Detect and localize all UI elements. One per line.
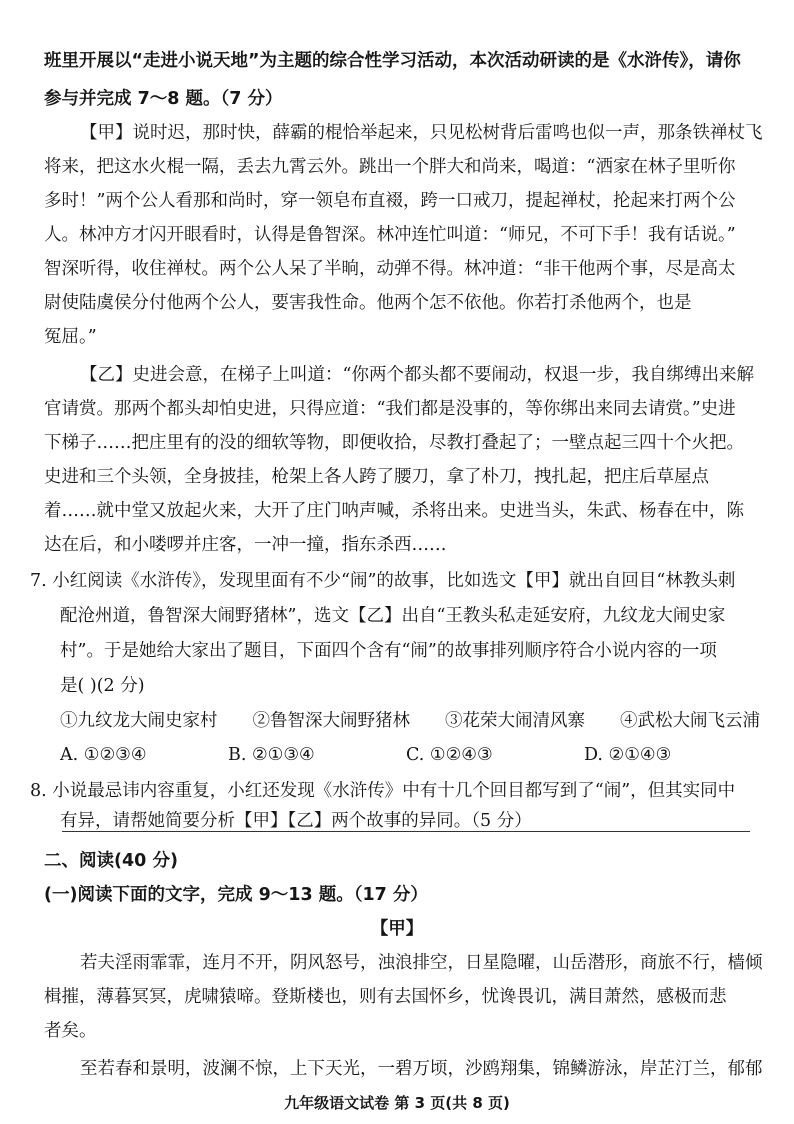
question-7-options [60, 706, 760, 736]
page-footer: 九年级语文试卷 第 3 页(共 8 页) [284, 1094, 510, 1112]
passage-jia-line: 智深听得，收住禅杖。两个公人呆了半晌，动弹不得。林冲道：“非干他两个事，尽是高太 [44, 259, 736, 279]
option-item: ③花荣大闹清风寨 [445, 711, 585, 731]
passage-jia-line: 将来，把这水火棍一隔，丢去九霄云外。跳出一个胖大和尚来，喝道：“洒家在林子里听你 [44, 157, 736, 177]
question-7-line: 是( )(2 分) [60, 676, 145, 696]
reading-line: 至若春和景明，波澜不惊，上下天光，一碧万顷，沙鸥翔集，锦鳞游泳，岸芷汀兰，郁郁 [80, 1059, 763, 1079]
question-7-line: 7. 小红阅读《水浒传》，发现里面有不少“闹”的故事，比如选文【甲】就出自回目“林教头刺 [30, 571, 736, 591]
reading-line: 若夫淫雨霏霏，连月不开，阴风怒号，浊浪排空，日星隐曜，山岳潜形，商旅不行，樯倾 [80, 953, 763, 973]
passage-yi-line: 史进和三个头领，全身披挂，枪架上各人跨了腰刀，拿了朴刀，拽扎起，把庄后草屋点 [44, 467, 709, 487]
answer-divider [62, 831, 750, 832]
passage-yi-line: 官请赏。那两个都头却怕史进，只得应道：“我们都是没事的，等你绑出来同去请赏。”史进 [44, 399, 736, 419]
choice-c: C. ①②④③ [406, 745, 493, 765]
option-item: ④武松大闹飞云浦 [620, 711, 760, 731]
reading-line: 者矣。 [44, 1021, 97, 1041]
section-2-subtitle: (一)阅读下面的文字，完成 9～13 题。（17 分） [44, 885, 428, 905]
passage-jia-line: 人。林冲方才闪开眼看时，认得是鲁智深。林冲连忙叫道：“师兄，不可下手！我有话说。” [44, 225, 736, 245]
choice-a: A. ①②③④ [60, 745, 147, 765]
passage-label: 【甲】 [370, 919, 424, 939]
passage-yi-line: 达在后，和小喽啰并庄客，一冲一撞，指东杀西…… [44, 535, 447, 555]
intro-line-2: 参与并完成 7～8 题。（7 分） [44, 89, 283, 109]
option-item: ①九纹龙大闹史家村 [60, 711, 218, 731]
question-7-line: 配沧州道，鲁智深大闹野猪林”，选文【乙】出自“王教头私走延安府，九纹龙大闹史家 [60, 606, 726, 626]
passage-jia-line: 【甲】说时迟，那时快，薛霸的棍恰举起来，只见松树背后雷鸣也似一声，那条铁禅杖飞 [80, 123, 763, 143]
passage-jia-line: 多时！”两个公人看那和尚时，穿一领皂布直裰，跨一口戒刀，提起禅杖，抡起来打两个公 [44, 191, 736, 211]
intro-line-1: 班里开展以“走进小说天地”为主题的综合性学习活动，本次活动研读的是《水浒传》，请你 [44, 51, 741, 71]
passage-jia-line: 冤屈。” [44, 327, 97, 347]
passage-yi-line: 下梯子……把庄里有的没的细软等物，即便收拾，尽教打叠起了；一壁点起三四十个火把。 [44, 433, 744, 453]
choice-d: D. ②①④③ [584, 745, 672, 765]
option-item: ②鲁智深大闹野猪林 [252, 711, 410, 731]
question-7-line: 村”。于是她给大家出了题目，下面四个含有“闹”的故事排列顺序符合小说内容的一项 [60, 641, 717, 661]
question-7-choices [60, 740, 700, 770]
passage-yi-line: 【乙】史进会意，在梯子上叫道：“你两个都头都不要闹动，权退一步，我自绑缚出来解 [80, 365, 754, 385]
section-2-title: 二、阅读(40 分) [44, 851, 178, 871]
passage-jia-line: 尉使陆虞侯分付他两个公人，要害我性命。他两个怎不依他。你若打杀他两个，也是 [44, 293, 692, 313]
choice-b: B. ②①③④ [228, 745, 315, 765]
reading-line: 楫摧，薄暮冥冥，虎啸猿啼。登斯楼也，则有去国怀乡，忧谗畏讥，满目萧然，感极而悲 [44, 987, 727, 1007]
passage-yi-line: 着……就中堂又放起火来，大开了庄门呐声喊，杀将出来。史进当头，朱武、杨春在中，陈 [44, 501, 744, 521]
question-8-line: 8. 小说最忌讳内容重复，小红还发现《水浒传》中有十几个回目都写到了“闹”，但其实同中 [30, 781, 736, 801]
question-8-line: 有异，请帮她简要分析【甲】【乙】两个故事的异同。（5 分） [60, 811, 532, 831]
